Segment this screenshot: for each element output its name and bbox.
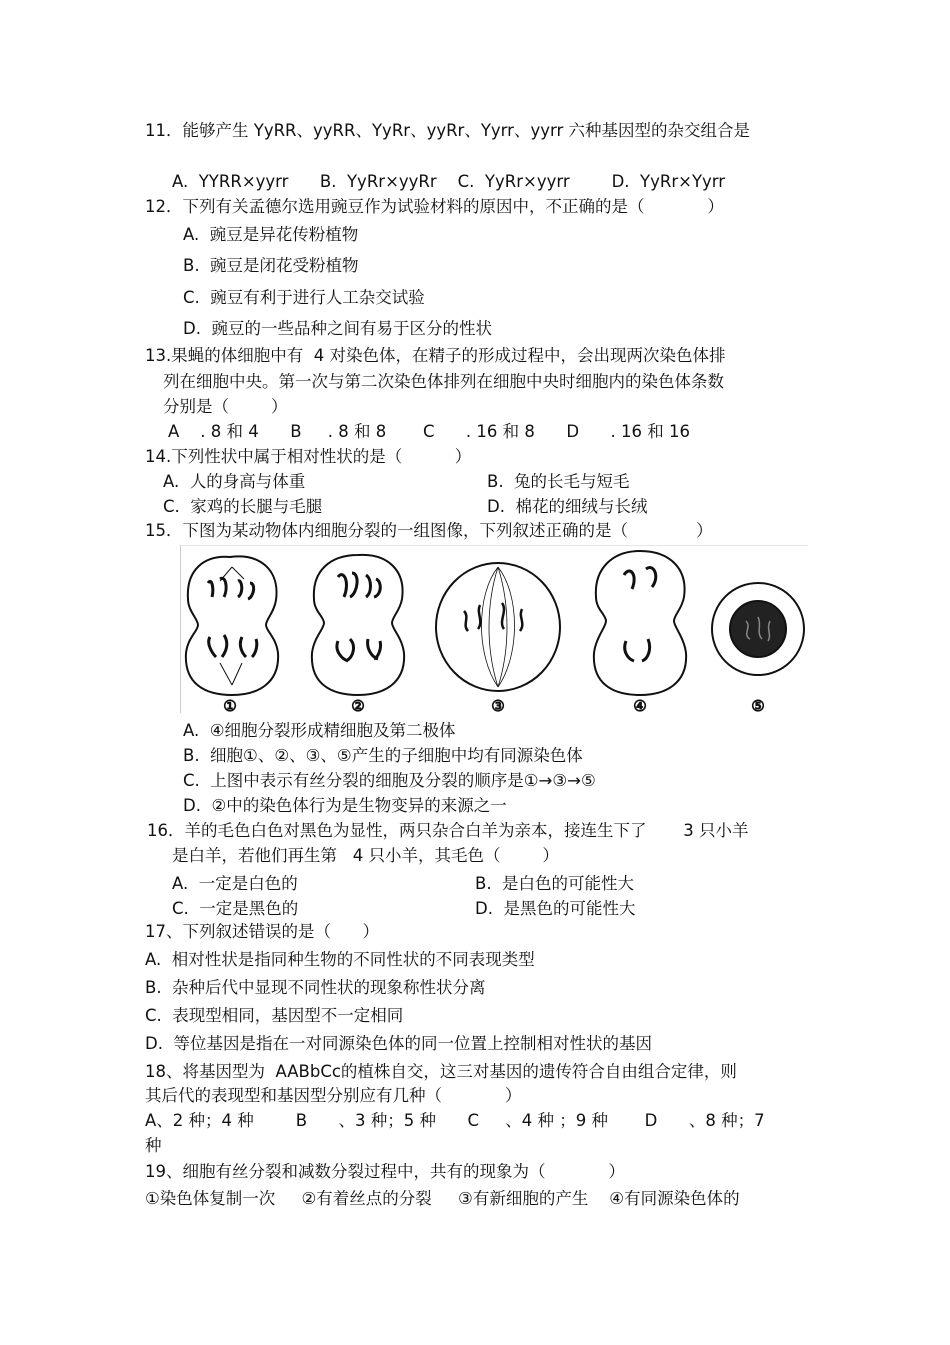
cell-division-figure bbox=[180, 545, 808, 720]
question-12-option-a: A. 豌豆是异花传粉植物 bbox=[183, 225, 359, 244]
question-15-option-a: A. ④细胞分裂形成精细胞及第二极体 bbox=[183, 721, 456, 740]
question-16-option-b: B. 是白色的可能性大 bbox=[475, 874, 635, 893]
question-12-option-d: D. 豌豆的一些品种之间有易于区分的性状 bbox=[183, 319, 492, 338]
question-19: 19、细胞有丝分裂和减数分裂过程中，共有的现象为（ ） bbox=[145, 1162, 625, 1181]
question-14-option-b: B. 兔的长毛与短毛 bbox=[487, 472, 630, 491]
question-16-option-a: A. 一定是白色的 bbox=[172, 874, 298, 893]
question-16-option-d: D. 是黑色的可能性大 bbox=[475, 899, 636, 918]
question-17-option-c: C. 表现型相同，基因型不一定相同 bbox=[145, 1006, 404, 1025]
question-15-option-d: D. ②中的染色体行为是生物变异的来源之一 bbox=[183, 796, 507, 815]
question-15-option-c: C. 上图中表示有丝分裂的细胞及分裂的顺序是①→③→⑤ bbox=[183, 771, 596, 790]
question-14-option-a: A. 人的身高与体重 bbox=[163, 472, 306, 491]
cell-2-diagram bbox=[312, 555, 404, 695]
question-18-line-1: 18、将基因型为 AABbCc的植株自交，这三对基因的遗传符合自由组合定律，则 bbox=[145, 1062, 737, 1081]
cell-1-diagram bbox=[186, 556, 278, 695]
figure-label-4: ④ bbox=[633, 697, 647, 715]
question-16-line-1: 16．羊的毛色白色对黑色为显性，两只杂合白羊为亲本，接连生下了 3 只小羊 bbox=[147, 821, 749, 840]
question-11-options: A. YYRR×yyrr B. YyRr×yyRr C. YyRr×yyrr D. YyRr×Yyrr bbox=[172, 172, 726, 191]
question-17-option-d: D. 等位基因是指在一对同源染色体的同一位置上控制相对性状的基因 bbox=[145, 1034, 652, 1053]
cell-4-diagram bbox=[594, 551, 686, 695]
question-17: 17、下列叙述错误的是（ ） bbox=[145, 922, 379, 941]
question-12: 12．下列有关孟德尔选用豌豆作为试验材料的原因中，不正确的是（ ） bbox=[145, 197, 724, 216]
question-13-line-3: 分别是（ ） bbox=[163, 397, 288, 416]
figure-label-2: ② bbox=[351, 697, 365, 715]
question-16-option-c: C. 一定是黑色的 bbox=[172, 899, 299, 918]
question-18-line-3: A、2 种；4 种 B 、3 种；5 种 C 、4 种 ；9 种 D 、8 种；7 bbox=[145, 1111, 765, 1130]
question-13-line-1: 13.果蝇的体细胞中有 4 对染色体，在精子的形成过程中，会出现两次染色体排 bbox=[145, 346, 726, 365]
question-14-option-d: D. 棉花的细绒与长绒 bbox=[487, 497, 648, 516]
cell-3-diagram bbox=[436, 563, 560, 691]
question-16-line-2: 是白羊，若他们再生第 4 只小羊，其毛色（ ） bbox=[172, 846, 559, 865]
question-17-option-a: A. 相对性状是指同种生物的不同性状的不同表现类型 bbox=[145, 950, 535, 969]
figure-label-3: ③ bbox=[491, 697, 505, 715]
question-13-options: A . 8 和 4 B . 8 和 8 C . 16 和 8 D . 16 和 16 bbox=[168, 422, 691, 441]
cell-5-diagram bbox=[712, 583, 804, 675]
question-11: 11．能够产生 YyRR、yyRR、YyRr、yyRr、Yyrr、yyrr 六种基因型的杂交组合是 bbox=[145, 121, 751, 140]
question-14: 14.下列性状中属于相对性状的是（ ） bbox=[145, 447, 472, 466]
question-12-option-c: C. 豌豆有利于进行人工杂交试验 bbox=[183, 288, 425, 307]
question-13-line-2: 列在细胞中央。第一次与第二次染色体排列在细胞中央时细胞内的染色体条数 bbox=[163, 372, 724, 391]
question-15: 15．下图为某动物体内细胞分裂的一组图像，下列叙述正确的是（ ） bbox=[145, 521, 713, 540]
question-19-options: ①染色体复制一次 ②有着丝点的分裂 ③有新细胞的产生 ④有同源染色体的 bbox=[145, 1189, 740, 1208]
question-15-option-b: B. 细胞①、②、③、⑤产生的子细胞中均有同源染色体 bbox=[183, 746, 583, 765]
question-12-option-b: B. 豌豆是闭花受粉植物 bbox=[183, 256, 359, 275]
question-18-line-4: 种 bbox=[145, 1136, 162, 1155]
figure-label-1: ① bbox=[223, 697, 237, 715]
question-17-option-b: B. 杂种后代中显现不同性状的现象称性状分离 bbox=[145, 978, 486, 997]
question-18-line-2: 其后代的表现型和基因型分别应有几种（ ） bbox=[145, 1086, 522, 1105]
figure-label-5: ⑤ bbox=[751, 697, 765, 715]
question-14-option-c: C. 家鸡的长腿与毛腿 bbox=[163, 497, 323, 516]
